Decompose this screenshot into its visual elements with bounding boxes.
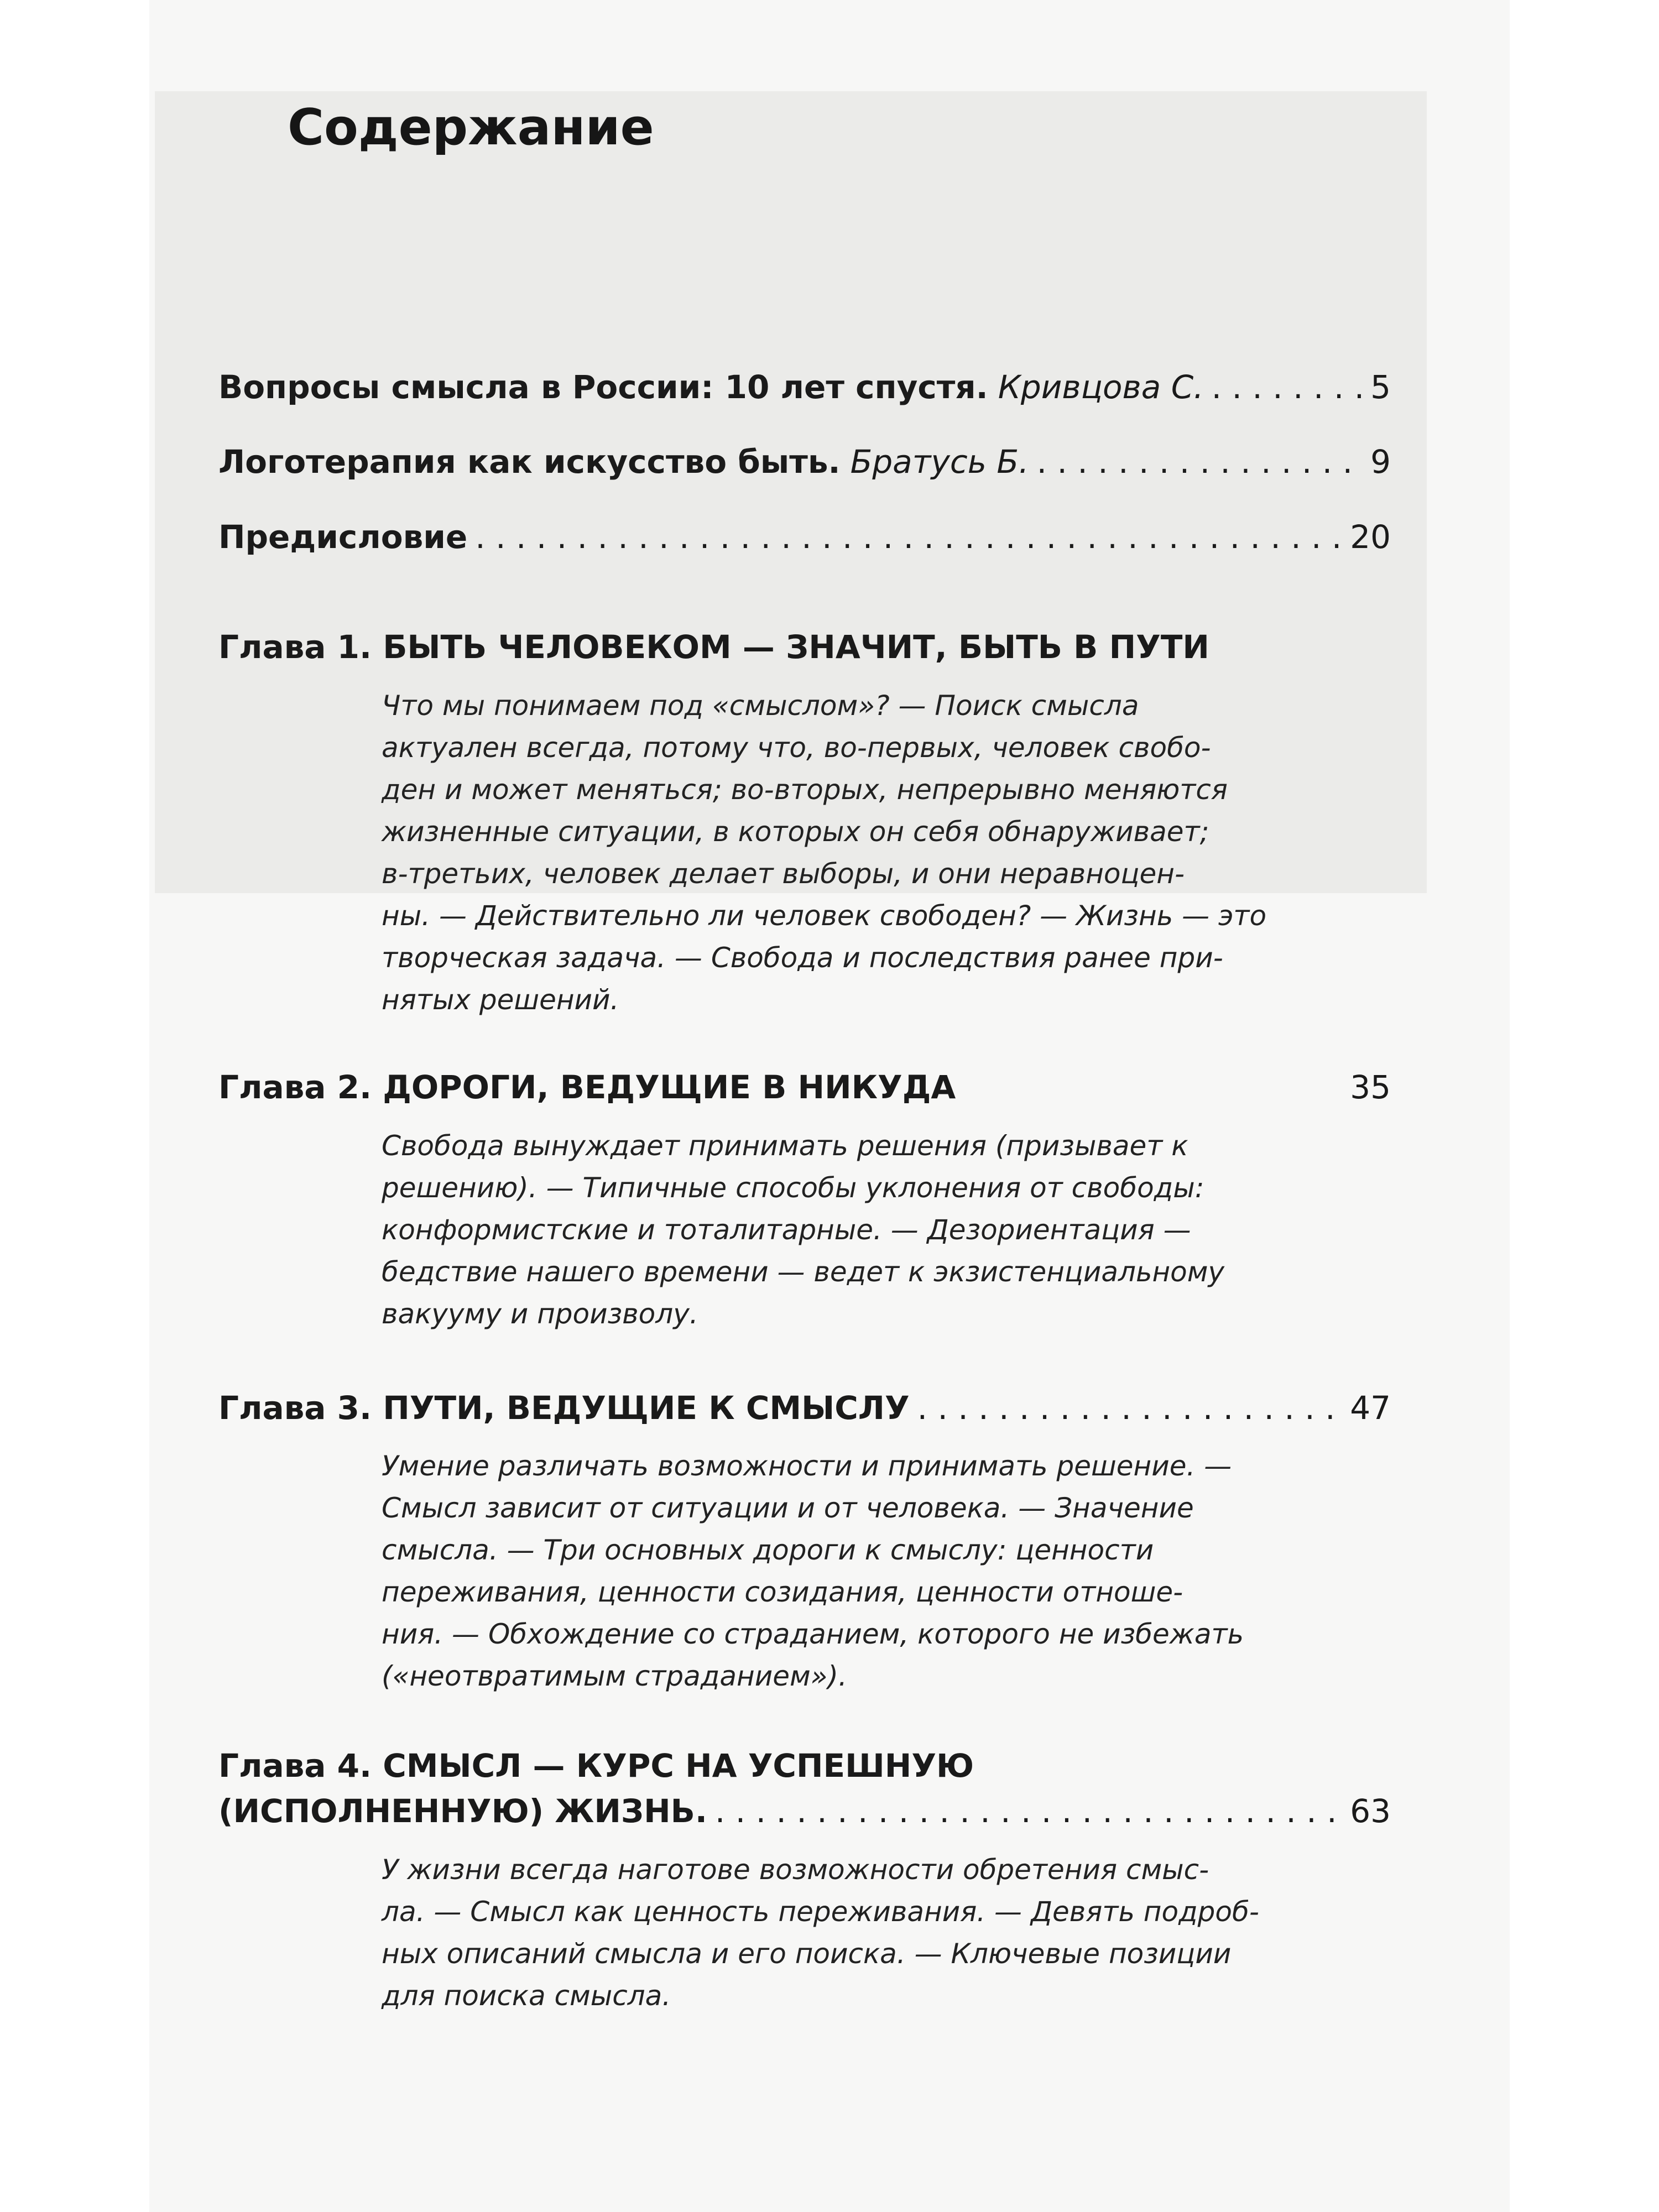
dot-leader <box>1212 366 1363 408</box>
chapter-3-page: 47 <box>1350 1389 1391 1427</box>
description-line: бедствие нашего времени — ведет к экзистенциальному <box>382 1256 1225 1288</box>
chapter-2-entry <box>218 1066 1391 1108</box>
chapter-4-title-line-1: Глава 4. СМЫСЛ — КУРС НА УСПЕШНУЮ <box>218 1747 974 1785</box>
description-line: («неотвратимым страданием»). <box>382 1660 847 1692</box>
description-line: ны. — Действительно ли человек свободен? — Жизнь — это <box>382 900 1267 932</box>
dot-leader <box>1037 441 1363 483</box>
description-line: ден и может меняться; во-вторых, непрерывно меняются <box>382 774 1228 806</box>
description-line: ла. — Смысл как ценность переживания. — Девять подроб- <box>382 1896 1259 1928</box>
dot-leader <box>475 516 1342 558</box>
description-line: в-третьих, человек делает выборы, и они неравноцен- <box>382 858 1185 890</box>
chapter-3-entry <box>218 1387 1391 1429</box>
toc-entry-page: 20 <box>1350 518 1391 556</box>
description-line: творческая задача. — Свобода и последствия ранее при- <box>382 942 1223 974</box>
chapter-4-description <box>382 1849 1322 2017</box>
description-line: Что мы понимаем под «смыслом»? — Поиск смысла <box>382 690 1139 722</box>
chapter-2-title: Глава 2. ДОРОГИ, ВЕДУЩИЕ В НИКУДА <box>218 1068 956 1106</box>
book-page <box>149 0 1510 2212</box>
description-line: Умение различать возможности и принимать решение. — <box>382 1450 1232 1482</box>
chapter-4-title-line-2: (ИСПОЛНЕННУЮ) ЖИЗНЬ. <box>218 1792 707 1830</box>
chapter-1-description <box>382 685 1322 1021</box>
description-line: для поиска смысла. <box>382 1980 671 2012</box>
toc-entry-page: 5 <box>1370 368 1391 406</box>
toc-entry-1 <box>218 366 1391 408</box>
chapter-4-page: 63 <box>1350 1792 1391 1830</box>
chapter-4-entry <box>218 1790 1391 1832</box>
chapter-2-description <box>382 1125 1322 1335</box>
toc-entry-3 <box>218 516 1391 558</box>
description-line: ных описаний смысла и его поиска. — Ключевые позиции <box>382 1938 1232 1970</box>
description-line: жизненные ситуации, в которых он себя обнаруживает; <box>382 816 1209 848</box>
description-line: У жизни всегда наготове возможности обретения смыс- <box>382 1854 1209 1886</box>
description-line: нятых решений. <box>382 984 619 1016</box>
description-line: актуален всегда, потому что, во-первых, человек свобо- <box>382 732 1211 764</box>
chapter-2-page: 35 <box>1350 1068 1391 1106</box>
dot-leader <box>917 1387 1343 1429</box>
description-line: смысла. — Три основных дороги к смыслу: ценности <box>382 1534 1154 1566</box>
chapter-1-title: Глава 1. БЫТЬ ЧЕЛОВЕКОМ — ЗНАЧИТ, БЫТЬ В ПУТИ <box>218 628 1209 666</box>
toc-entry-2 <box>218 441 1391 483</box>
chapter-3-description <box>382 1445 1322 1697</box>
description-line: решению). — Типичные способы уклонения от свободы: <box>382 1172 1204 1204</box>
description-line: переживания, ценности созидания, ценности отноше- <box>382 1576 1183 1608</box>
description-line: Смысл зависит от ситуации и от человека. — Значение <box>382 1492 1194 1524</box>
description-line: вакууму и произволу. <box>382 1298 698 1330</box>
toc-entry-author: Кривцова С. <box>998 368 1204 406</box>
description-line: конформистские и тоталитарные. — Дезориентация — <box>382 1214 1191 1246</box>
dot-leader <box>715 1790 1342 1832</box>
description-line: ния. — Обхождение со страданием, которого не избежать <box>382 1618 1244 1650</box>
toc-entry-title: Логотерапия как искусство быть. <box>218 443 841 481</box>
page-title: Содержание <box>288 98 654 156</box>
toc-entry-author: Братусь Б. <box>850 443 1029 481</box>
toc-entry-title: Предисловие <box>218 518 468 556</box>
toc-entry-title: Вопросы смысла в России: 10 лет спустя. <box>218 368 988 406</box>
toc-entry-page: 9 <box>1370 443 1391 481</box>
chapter-3-title: Глава 3. ПУТИ, ВЕДУЩИЕ К СМЫСЛУ <box>218 1389 910 1427</box>
description-line: Свобода вынуждает принимать решения (призывает к <box>382 1130 1188 1162</box>
